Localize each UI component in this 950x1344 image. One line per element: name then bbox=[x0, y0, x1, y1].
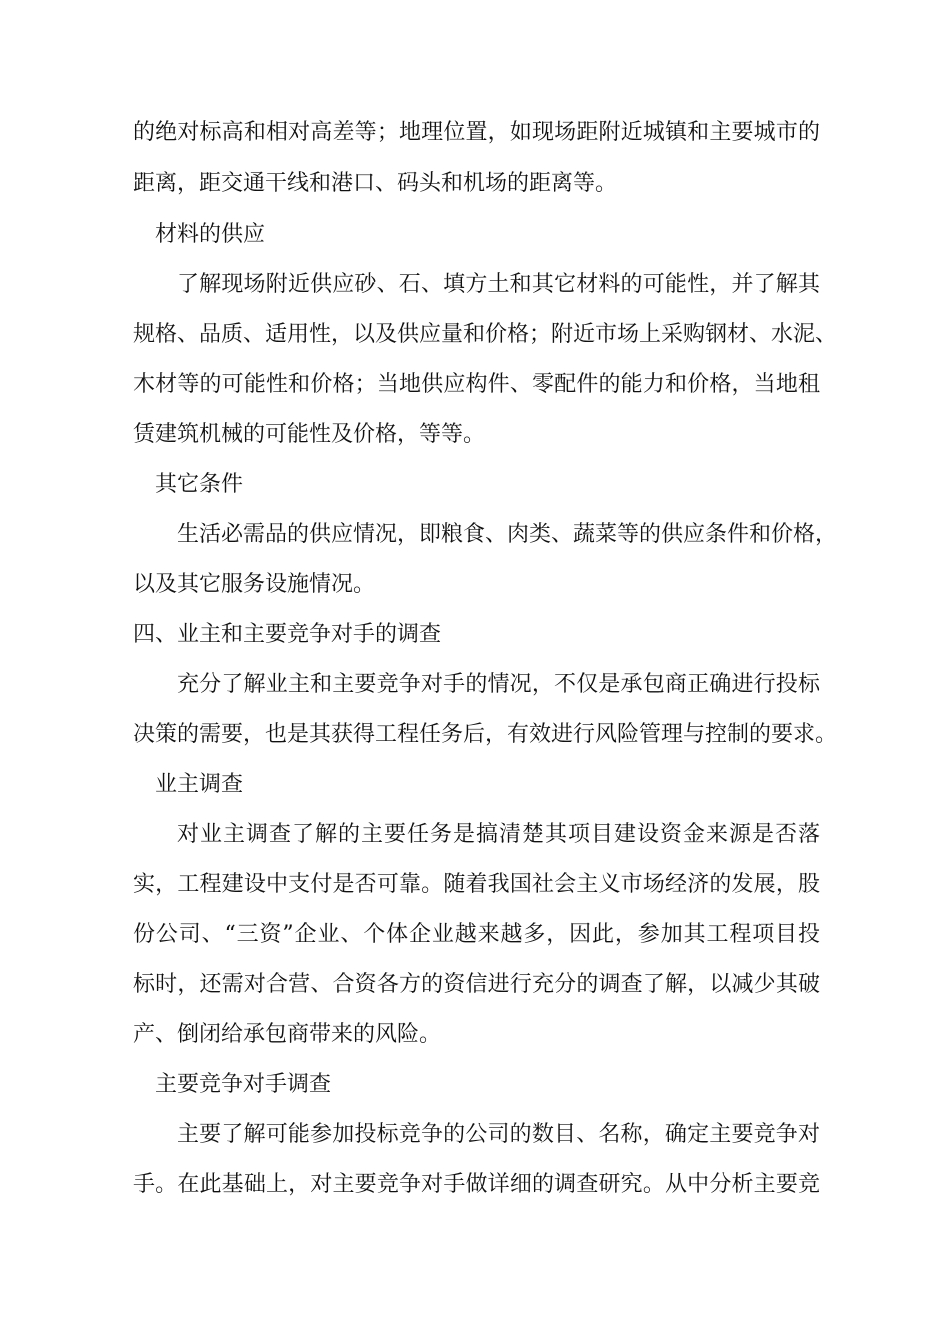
section-heading: 材料的供应 bbox=[155, 222, 266, 247]
paragraph-line: 份公司、“三资”企业、个体企业越来越多，因此，参加其工程项目投 bbox=[133, 922, 820, 947]
paragraph-line: 赁建筑机械的可能性及价格，等等。 bbox=[133, 422, 486, 447]
section-heading: 其它条件 bbox=[155, 472, 244, 497]
section-heading: 主要竞争对手调查 bbox=[155, 1072, 332, 1097]
paragraph-line: 以及其它服务设施情况。 bbox=[133, 572, 376, 597]
paragraph-line: 决策的需要，也是其获得工程任务后，有效进行风险管理与控制的要求。 bbox=[133, 722, 838, 747]
paragraph-line: 标时，还需对合营、合资各方的资信进行充分的调查了解，以减少其破 bbox=[133, 972, 820, 997]
paragraph-line: 手。在此基础上，对主要竞争对手做详细的调查研究。从中分析主要竞 bbox=[133, 1172, 820, 1197]
paragraph-line: 对业主调查了解的主要任务是搞清楚其项目建设资金来源是否落 bbox=[177, 822, 820, 847]
paragraph-line: 生活必需品的供应情况，即粮食、肉类、蔬菜等的供应条件和价格， bbox=[177, 522, 838, 547]
paragraph-line: 的绝对标高和相对高差等；地理位置，如现场距附近城镇和主要城市的 bbox=[133, 120, 820, 145]
paragraph-line: 充分了解业主和主要竞争对手的情况，不仅是承包商正确进行投标 bbox=[177, 672, 820, 697]
paragraph-line: 产、倒闭给承包商带来的风险。 bbox=[133, 1022, 442, 1047]
paragraph-line: 了解现场附近供应砂、石、填方土和其它材料的可能性，并了解其 bbox=[177, 272, 820, 297]
paragraph-line: 木材等的可能性和价格；当地供应构件、零配件的能力和价格，当地租 bbox=[133, 372, 820, 397]
paragraph-line: 规格、品质、适用性，以及供应量和价格；附近市场上采购钢材、水泥、 bbox=[133, 322, 838, 347]
chapter-heading: 四、业主和主要竞争对手的调查 bbox=[133, 622, 442, 647]
paragraph-line: 实，工程建设中支付是否可靠。随着我国社会主义市场经济的发展，股 bbox=[133, 872, 820, 897]
section-heading: 业主调查 bbox=[155, 772, 244, 797]
paragraph-line: 距离，距交通干线和港口、码头和机场的距离等。 bbox=[133, 171, 618, 196]
paragraph-line: 主要了解可能参加投标竞争的公司的数目、名称，确定主要竞争对 bbox=[177, 1122, 820, 1147]
